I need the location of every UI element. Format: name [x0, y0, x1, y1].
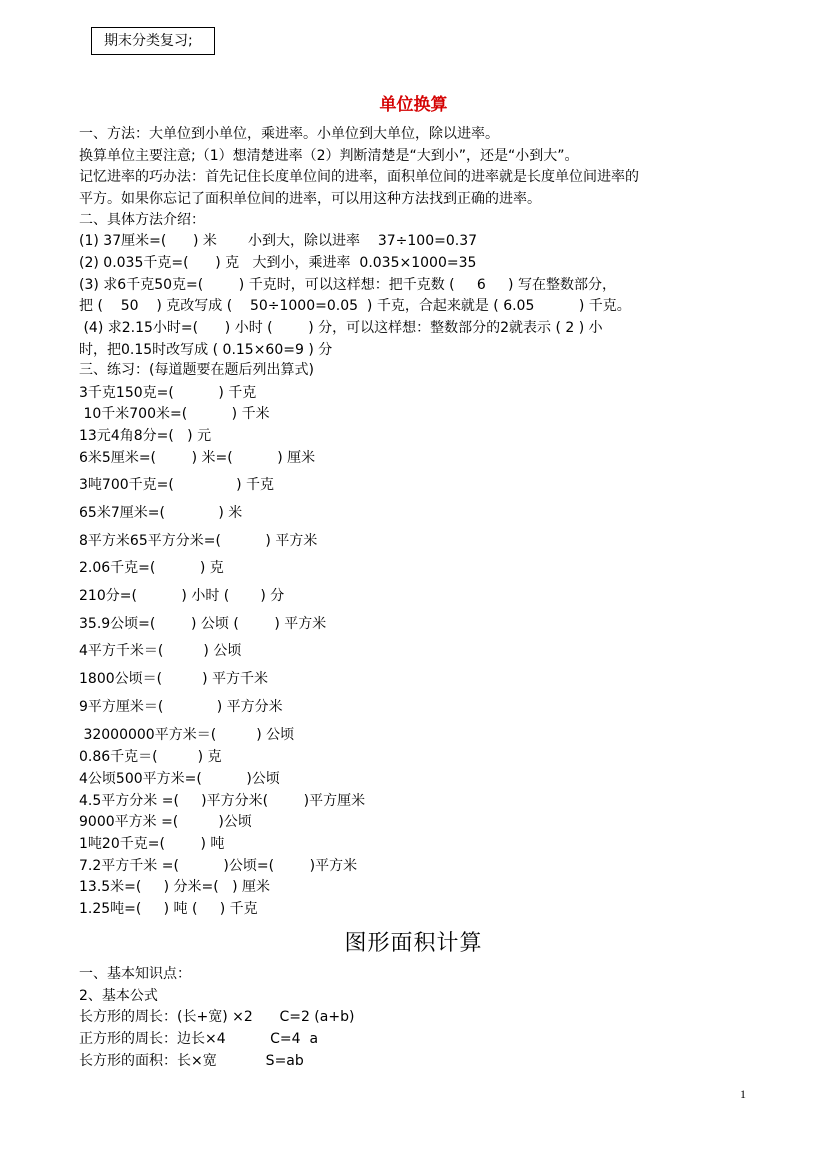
exercise-item: 1吨20千克=( ) 吨: [79, 836, 225, 852]
exercise-item: 9000平方米 =( )公顷: [79, 814, 252, 830]
exercise-item: 1800公顷＝( ) 平方千米: [79, 671, 269, 687]
exercise-item: 32000000平方米＝( ) 公顷: [79, 727, 295, 743]
area-calculation-title: 图形面积计算: [344, 931, 483, 956]
exercise-item: 10千米700米=( ) 千米: [79, 406, 270, 422]
text-line: 2、基本公式: [79, 988, 158, 1004]
unit-conversion-title: 单位换算: [379, 95, 448, 115]
exercise-item: 35.9公顷=( ) 公顷 ( ) 平方米: [79, 616, 327, 632]
exercise-item: 210分=( ) 小时 ( ) 分: [79, 588, 285, 604]
formula-line: 正方形的周长：边长×4 C=4 a: [79, 1031, 319, 1047]
exercise-item: 4.5平方分米 =( )平方分米( )平方厘米: [79, 793, 366, 809]
exercise-item: 8平方米65平方分米=( ) 平方米: [79, 533, 318, 549]
exercise-item: 2.06千克=( ) 克: [79, 560, 224, 576]
text-line: 一、方法：大单位到小单位，乘进率。小单位到大单位，除以进率。: [79, 126, 499, 142]
text-line: (3) 求6千克50克=( ) 千克时，可以这样想：把千克数 ( 6 ) 写在整数部分，: [79, 277, 616, 293]
page-number: 1: [740, 1087, 746, 1101]
exercise-item: 4公顷500平方米=( )公顷: [79, 771, 280, 787]
exercise-item: 3吨700千克=( ) 千克: [79, 477, 275, 493]
exercise-item: 13元4角8分=( ) 元: [79, 428, 212, 444]
exercise-item: 4平方千米＝( ) 公顷: [79, 643, 242, 659]
text-line: 记忆进率的巧办法：首先记住长度单位间的进率，面积单位间的进率就是长度单位间进率的: [79, 169, 639, 185]
text-line: 时，把0.15时改写成 ( 0.15×60=9 ) 分: [79, 342, 333, 358]
text-line: (1) 37厘米=( ) 米 小到大，除以进率 37÷100=0.37: [79, 233, 478, 249]
formula-line: 长方形的周长：(长+宽) ×2 C=2 (a+b): [79, 1009, 355, 1025]
exercise-item: 65米7厘米=( ) 米: [79, 505, 243, 521]
exercise-item: 13.5米=( ) 分米=( ) 厘米: [79, 879, 270, 895]
exercise-item: 9平方厘米＝( ) 平方分米: [79, 699, 283, 715]
exercise-item: 0.86千克＝( ) 克: [79, 749, 222, 765]
text-line: 三、练习：(每道题要在题后列出算式): [79, 362, 314, 378]
formula-line: 长方形的面积：长×宽 S=ab: [79, 1053, 304, 1069]
text-line: (4) 求2.15小时=( ) 小时 ( ) 分，可以这样想：整数部分的2就表示 ( 2 ) 小: [79, 320, 603, 336]
exercise-item: 1.25吨=( ) 吨 ( ) 千克: [79, 901, 258, 917]
exercise-item: 7.2平方千米 =( )公顷=( )平方米: [79, 858, 358, 874]
text-line: (2) 0.035千克=( ) 克 大到小，乘进率 0.035×1000=35: [79, 255, 477, 271]
text-line: 二、具体方法介绍：: [79, 212, 205, 228]
exercise-item: 6米5厘米=( ) 米=( ) 厘米: [79, 450, 316, 466]
exercise-item: 3千克150克=( ) 千克: [79, 385, 257, 401]
text-line: 把 ( 50 ) 克改写成 ( 50÷1000=0.05 ) 千克，合起来就是 ( 6.05 ) 千克。: [79, 298, 631, 314]
text-line: 平方。如果你忘记了面积单位间的进率，可以用这种方法找到正确的进率。: [79, 191, 541, 207]
section-label-box: 期末分类复习;: [91, 27, 215, 55]
text-line: 一、基本知识点：: [79, 966, 191, 982]
text-line: 换算单位主要注意;（1）想清楚进率（2）判断清楚是“大到小”，还是“小到大”。: [79, 148, 579, 164]
